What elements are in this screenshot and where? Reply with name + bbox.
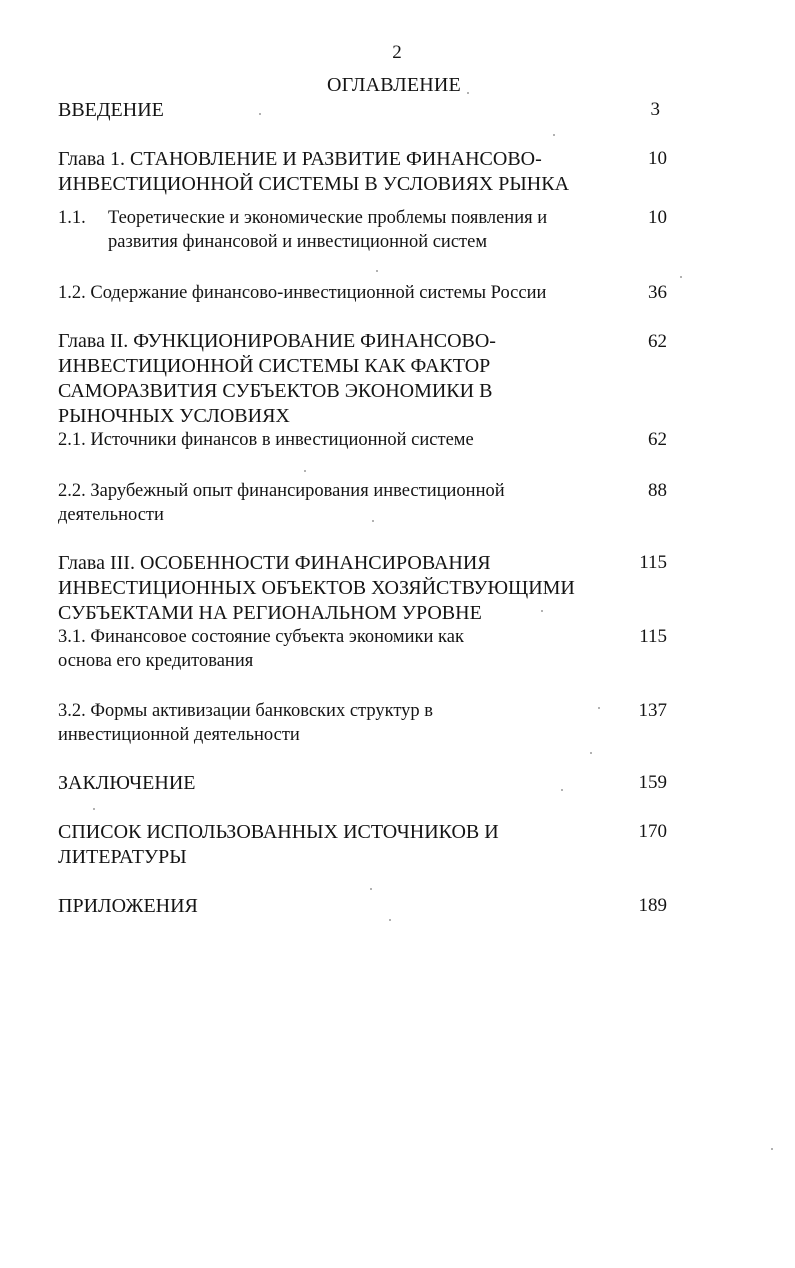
toc-page-bibliography: 170 [638, 821, 667, 842]
toc-page-appendices: 189 [638, 895, 667, 916]
scan-speck [680, 276, 682, 278]
toc-entry-chapter-3: Глава III. ОСОБЕННОСТИ ФИНАНСИРОВАНИЯ ИНВЕСТИЦИОННЫХ ОБЪЕКТОВ ХОЗЯЙСТВУЮЩИМИ СУБЪЕКТАМИ НА РЕГИОНАЛЬНОМ УРОВНЕ [58, 552, 575, 624]
section-number: 1.1. [58, 208, 86, 228]
scan-speck [389, 919, 391, 921]
toc-page-section-3-2: 137 [638, 700, 667, 721]
toc-page-chapter-3: 115 [639, 552, 667, 573]
scan-speck [541, 610, 543, 612]
scan-speck [370, 888, 372, 890]
section-title: Теоретические и экономические проблемы появления и развития финансовой и инвестиционной систем [108, 208, 548, 252]
toc-entry-section-3-1: 3.1. Финансовое состояние субъекта экономики как основа его кредитования [58, 627, 464, 671]
toc-page-chapter-2: 62 [648, 331, 667, 352]
toc-page-chapter-1: 10 [648, 148, 667, 169]
page-number: 2 [392, 42, 402, 63]
toc-page-section-1-1: 10 [648, 207, 667, 228]
toc-entry-section-2-1: 2.1. Источники финансов в инвестиционной системе [58, 430, 474, 450]
toc-entry-conclusion: ЗАКЛЮЧЕНИЕ [58, 772, 196, 794]
toc-entry-chapter-2: Глава II. ФУНКЦИОНИРОВАНИЕ ФИНАНСОВО-ИНВЕСТИЦИОННОЙ СИСТЕМЫ КАК ФАКТОР САМОРАЗВИТИЯ СУБЪЕКТОВ ЭКОНОМИКИ В РЫНОЧНЫХ УСЛОВИЯХ [58, 330, 496, 427]
scan-speck [590, 752, 592, 754]
toc-entry-section-3-2: 3.2. Формы активизации банковских структур в инвестиционной деятельности [58, 701, 434, 745]
toc-page-section-1-2: 36 [648, 282, 667, 303]
scan-speck [467, 92, 469, 94]
scan-speck [93, 808, 95, 810]
scan-speck [771, 1148, 773, 1150]
toc-page-introduction: 3 [650, 99, 660, 120]
toc-page-section-2-2: 88 [648, 480, 667, 501]
toc-page-conclusion: 159 [638, 772, 667, 793]
toc-title: ОГЛАВЛЕНИЕ [327, 74, 461, 96]
toc-entry-section-1-1 [58, 206, 598, 254]
toc-page-section-3-1: 115 [639, 626, 667, 647]
scan-speck [259, 113, 261, 115]
scan-speck [561, 789, 563, 791]
toc-entry-introduction: ВВЕДЕНИЕ [58, 99, 164, 121]
scan-speck [304, 470, 306, 472]
scan-speck [553, 134, 555, 136]
toc-entry-section-1-2: 1.2. Содержание финансово-инвестиционной системы России [58, 283, 547, 303]
scan-speck [598, 707, 600, 709]
scan-speck [372, 520, 374, 522]
toc-entry-section-2-2: 2.2. Зарубежный опыт финансирования инвестиционной деятельности [58, 481, 505, 525]
toc-entry-bibliography: СПИСОК ИСПОЛЬЗОВАННЫХ ИСТОЧНИКОВ И ЛИТЕРАТУРЫ [58, 821, 499, 868]
toc-page-section-2-1: 62 [648, 429, 667, 450]
toc-entry-chapter-1: Глава 1. СТАНОВЛЕНИЕ И РАЗВИТИЕ ФИНАНСОВО-ИНВЕСТИЦИОННОЙ СИСТЕМЫ В УСЛОВИЯХ РЫНКА [58, 148, 570, 195]
scan-speck [376, 270, 378, 272]
toc-entry-appendices: ПРИЛОЖЕНИЯ [58, 895, 198, 917]
